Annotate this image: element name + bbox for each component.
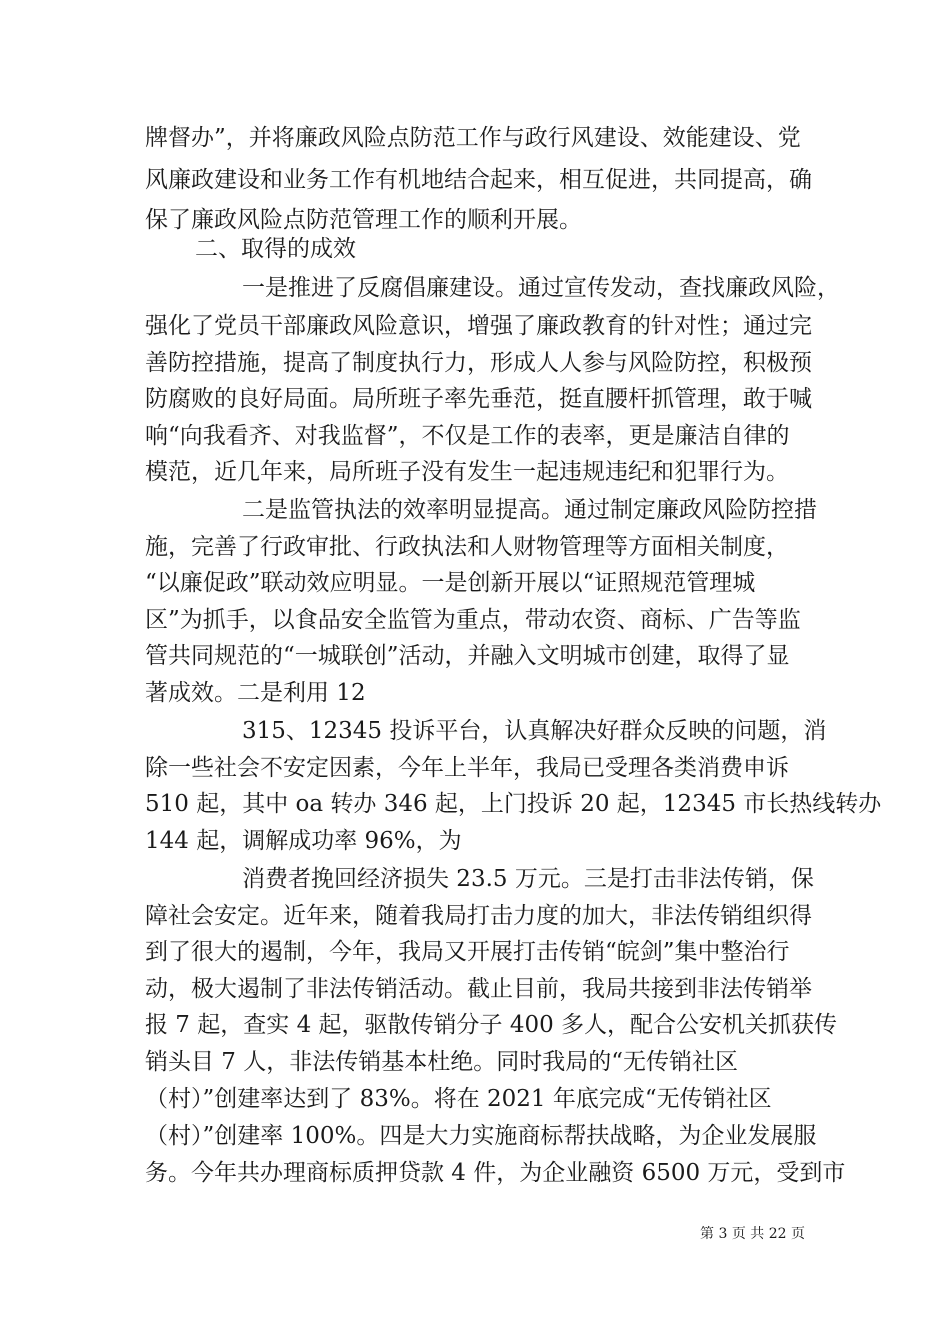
text-line: 管共同规范的“一城联创”活动，并融入文明城市创建，取得了显 [145,643,790,669]
text-line: 区”为抓手，以食品安全监管为重点，带动农资、商标、广告等监 [145,607,801,633]
text-line: 务。今年共办理商标质押贷款 4 件，为企业融资 6500 万元，受到市 [145,1160,846,1186]
text-line: 二是监管执法的效率明显提高。通过制定廉政风险防控措 [242,497,817,523]
text-line: 报 7 起，查实 4 起，驱散传销分子 400 多人，配合公安机关抓获传 [145,1012,838,1038]
text-line: （村）”创建率 100%。四是大力实施商标帮扶战略，为企业发展服 [145,1123,817,1149]
text-line: 著成效。二是利用 12 [145,680,366,706]
text-line: 牌督办”，并将廉政风险点防范工作与政行风建设、效能建设、党 [145,125,801,151]
text-line: 响“向我看齐、对我监督”，不仅是工作的表率，更是廉洁自律的 [145,423,790,449]
page-number: 第 3 页 共 22 页 [700,1226,805,1242]
text-line: 销头目 7 人，非法传销基本杜绝。同时我局的“无传销社区 [145,1049,739,1075]
text-line: 一是推进了反腐倡廉建设。通过宣传发动，查找廉政风险， [242,275,840,301]
section-heading: 二、取得的成效 [195,236,356,262]
text-line: 保了廉政风险点防范管理工作的顺利开展。 [145,207,582,233]
text-line: 模范，近几年来，局所班子没有发生一起违规违纪和犯罪行为。 [145,459,789,485]
text-line: 到了很大的遏制，今年，我局又开展打击传销“皖剑”集中整治行 [145,939,790,965]
text-line: 风廉政建设和业务工作有机地结合起来，相互促进，共同提高，确 [145,167,812,193]
text-line: 善防控措施，提高了制度执行力，形成人人参与风险防控，积极预 [145,350,812,376]
text-line: 强化了党员干部廉政风险意识，增强了廉政教育的针对性；通过完 [145,313,812,339]
text-line: 防腐败的良好局面。局所班子率先垂范，挺直腰杆抓管理，敢于喊 [145,386,812,412]
text-line: “以廉促政”联动效应明显。一是创新开展以“证照规范管理城 [145,570,756,596]
text-line: 消费者挽回经济损失 23.5 万元。三是打击非法传销，保 [242,866,814,892]
text-line: 315、12345 投诉平台，认真解决好群众反映的问题，消 [242,718,827,744]
text-line: 施，完善了行政审批、行政执法和人财物管理等方面相关制度， [145,534,789,560]
text-line: 障社会安定。近年来，随着我局打击力度的加大，非法传销组织得 [145,903,812,929]
text-line: （村）”创建率达到了 83%。将在 2021 年底完成“无传销社区 [145,1086,772,1112]
text-line: 144 起，调解成功率 96%，为 [145,828,462,854]
text-line: 除一些社会不安定因素，今年上半年，我局已受理各类消费申诉 [145,755,789,781]
text-line: 510 起，其中 oa 转办 346 起，上门投诉 20 起，12345 市长热线转办 [145,791,882,817]
text-line: 动，极大遏制了非法传销活动。截止目前，我局共接到非法传销举 [145,976,812,1002]
